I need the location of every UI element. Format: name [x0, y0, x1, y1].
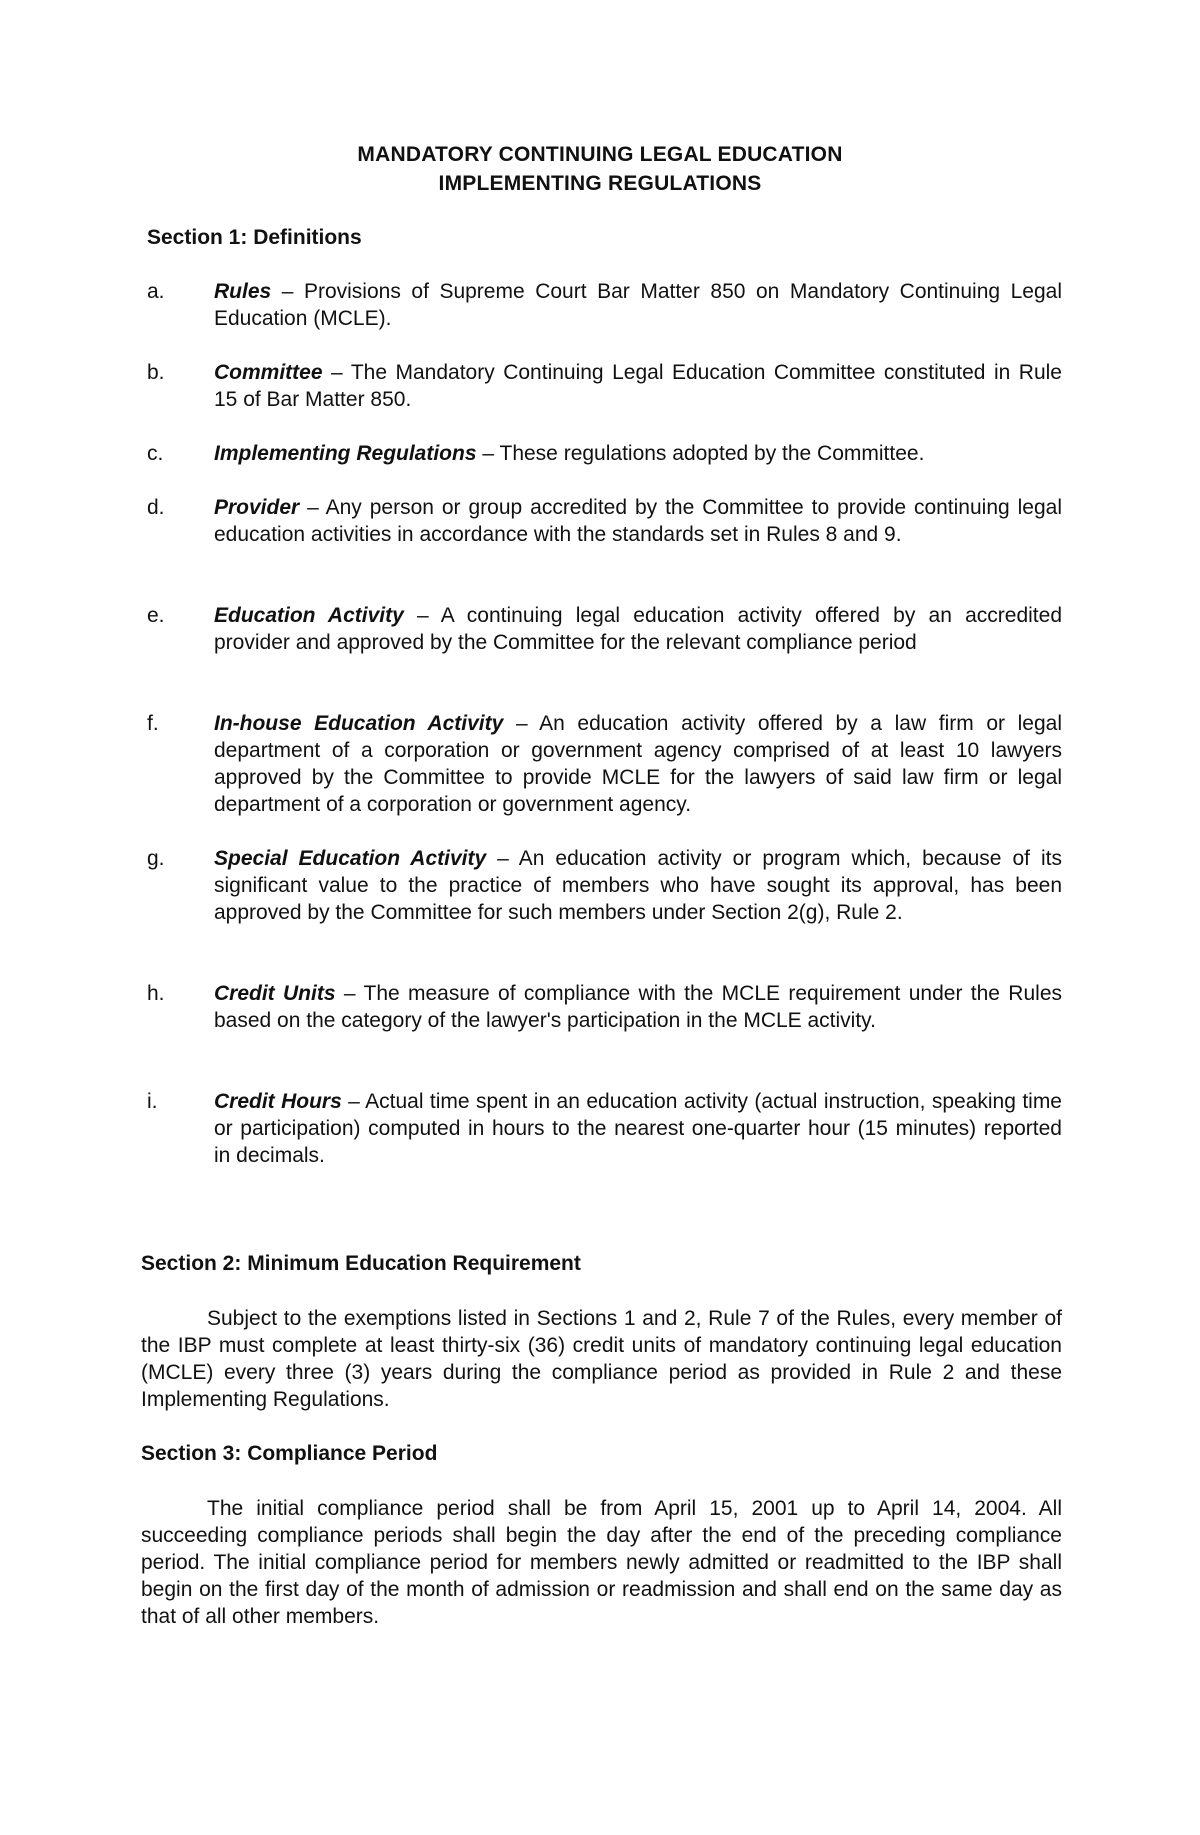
definition-item-b	[147, 359, 1062, 413]
definition-text: – Provisions of Supreme Court Bar Matter 850 on Mandatory Continuing Legal Education (MCLE).	[214, 280, 1062, 330]
definition-term: Credit Hours	[214, 1090, 342, 1113]
section-2-heading: Section 2: Minimum Education Requirement	[141, 1252, 581, 1275]
definition-letter: a.	[147, 280, 165, 303]
definition-text: – Actual time spent in an education activity (actual instruction, speaking time or participation) computed in hours to the nearest one-quarter hour (15 minutes) reported in decimals.	[214, 1090, 1062, 1167]
definition-text: – An education activity offered by a law firm or legal department of a corporation or government agency comprised of at least 10 lawyers approved by the Committee to provide MCLE for the lawyers of said law firm or legal department of a corporation or government agency.	[214, 712, 1062, 816]
definition-text: – These regulations adopted by the Committee.	[476, 442, 925, 465]
document-title-line-1: MANDATORY CONTINUING LEGAL EDUCATION	[357, 143, 843, 166]
section-1-heading: Section 1: Definitions	[147, 226, 362, 249]
definition-text: – The Mandatory Continuing Legal Education Committee constituted in Rule 15 of Bar Matter 850.	[214, 361, 1062, 411]
definition-text: – A continuing legal education activity offered by an accredited provider and approved by the Committee for the relevant compliance period	[214, 604, 1062, 654]
definition-term: Special Education Activity	[214, 847, 487, 870]
definition-letter: g.	[147, 847, 165, 870]
definition-letter: h.	[147, 982, 165, 1005]
definition-item-f	[147, 710, 1062, 818]
definition-term: Implementing Regulations	[214, 442, 477, 465]
definition-letter: i.	[147, 1090, 158, 1113]
definition-term: Provider	[214, 496, 300, 519]
definition-item-i	[147, 1088, 1062, 1169]
definition-letter: c.	[147, 442, 164, 465]
definition-text: – An education activity or program which, because of its significant value to the practice of members who have sought its approval, has been approved by the Committee for such members under Section 2(g), Rule 2.	[214, 847, 1063, 924]
definition-letter: f.	[147, 712, 159, 735]
definition-letter: e.	[147, 604, 165, 627]
definition-term: Rules	[214, 280, 272, 303]
section-3-paragraph: The initial compliance period shall be from April 15, 2001 up to April 14, 2004. All succeeding compliance periods shall begin the day after the end of the preceding compliance period. The initial compliance period for members newly admitted or readmitted to the IBP shall begin on the first day of the month of admission or readmission and shall end on the same day as that of all other members.	[141, 1497, 1062, 1628]
definition-term: Committee	[214, 361, 323, 384]
definition-item-h	[147, 980, 1062, 1034]
definition-text: – Any person or group accredited by the Committee to provide continuing legal education activities in accordance with the standards set in Rules 8 and 9.	[214, 496, 1062, 546]
definition-item-e	[147, 602, 1062, 656]
definition-item-d	[147, 494, 1062, 548]
definition-letter: b.	[147, 361, 165, 384]
section-2-paragraph: Subject to the exemptions listed in Sections 1 and 2, Rule 7 of the Rules, every member of the IBP must complete at least thirty-six (36) credit units of mandatory continuing legal education (MCLE) every three (3) years during the compliance period as provided in Rule 2 and these Implementing Regulations.	[141, 1307, 1062, 1411]
definition-term: Credit Units	[214, 982, 336, 1005]
definition-term: Education Activity	[214, 604, 404, 627]
document-title-line-2: IMPLEMENTING REGULATIONS	[438, 172, 762, 195]
definition-item-g	[147, 845, 1062, 926]
definition-item-c	[147, 440, 1062, 467]
definition-term: In-house Education Activity	[214, 712, 504, 735]
definition-item-a	[147, 278, 1062, 332]
definition-text: – The measure of compliance with the MCLE requirement under the Rules based on the category of the lawyer's participation in the MCLE activity.	[214, 982, 1062, 1032]
section-3-heading: Section 3: Compliance Period	[141, 1442, 438, 1465]
definition-letter: d.	[147, 496, 165, 519]
